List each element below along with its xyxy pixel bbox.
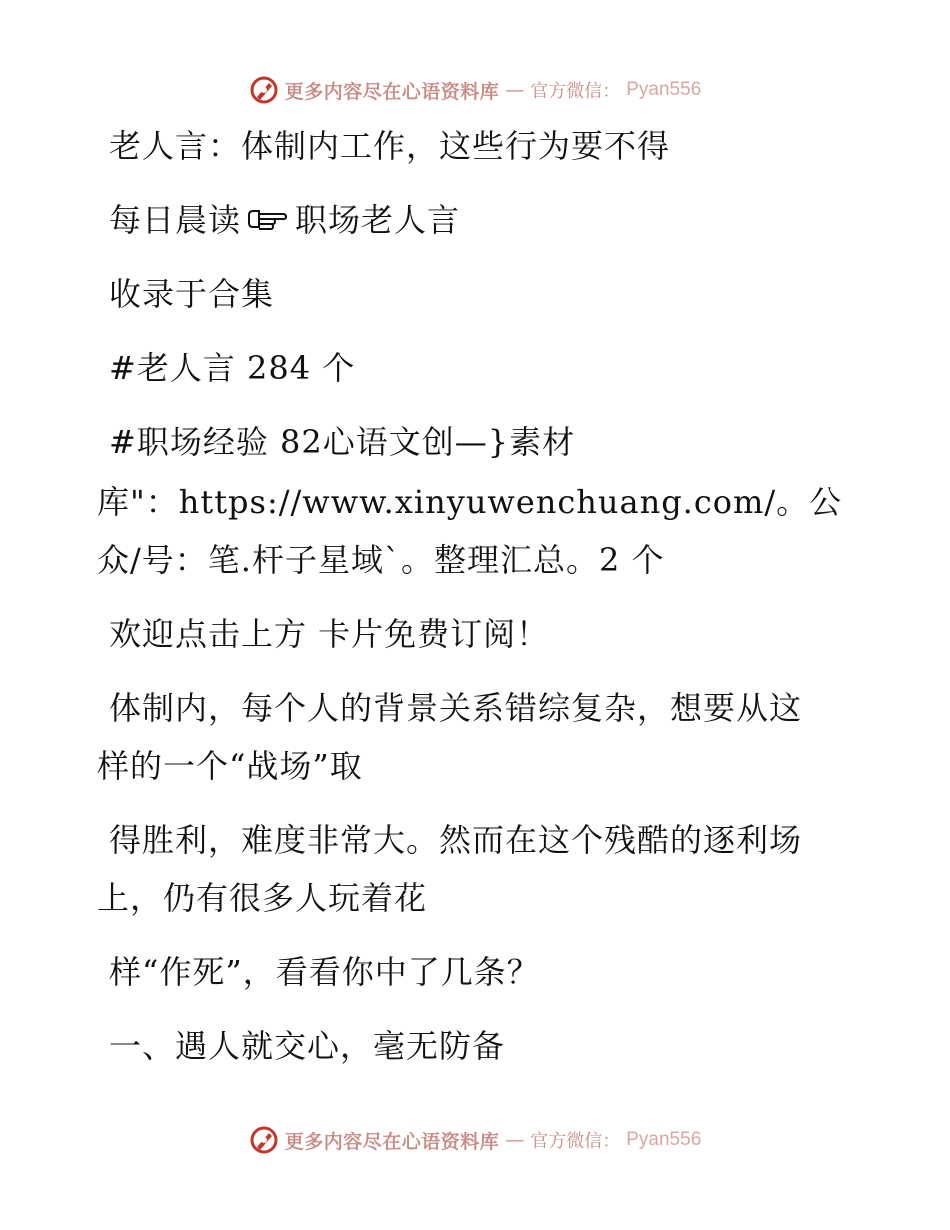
tag-zhichang-line3	[97, 540, 665, 580]
daily-prefix: 每日晨读	[109, 201, 242, 239]
tag-zhichang-line1-text: #职场经验 82心语文创—}素材	[109, 423, 576, 461]
pointing-hand-icon	[245, 205, 289, 235]
header-watermark-banner	[0, 70, 950, 110]
welcome-subscribe-text: 欢迎点击上方 卡片免费订阅！	[109, 615, 550, 653]
article-title-text: 老人言：体制内工作，这些行为要不得	[109, 127, 671, 165]
banner-text: 更多内容尽在心语资料库	[284, 1130, 500, 1153]
paragraph-1-line-1	[97, 688, 802, 728]
article-title	[97, 126, 670, 166]
tag-laorenyan-text: #老人言 284 个	[109, 349, 356, 387]
section-heading-1-text: 一、遇人就交心，毫无防备	[109, 1027, 506, 1065]
banner-wechat-id: Pyan556	[626, 79, 702, 100]
footer-watermark-banner	[0, 1120, 950, 1160]
tag-zhichang-line1[interactable]	[97, 422, 575, 462]
welcome-subscribe	[97, 614, 549, 654]
tag-zhichang-line2	[97, 482, 842, 522]
tag-laorenyan[interactable]	[97, 348, 355, 388]
banner-wechat-id: Pyan556	[626, 1129, 702, 1150]
daily-suffix: 职场老人言	[295, 201, 461, 239]
paragraph-1-line-2-text: 样的一个“战场”取	[97, 747, 363, 785]
pen-seal-logo-icon	[249, 1125, 279, 1155]
banner-text: 更多内容尽在心语资料库	[284, 80, 500, 103]
paragraph-3-text: 样“作死”，看看你中了几条？	[109, 953, 540, 991]
banner-label: 官方微信：	[530, 81, 621, 102]
paragraph-2-line-2-text: 上，仍有很多人玩着花	[97, 879, 428, 917]
tag-zhichang-line3-text: 众/号：笔.杆子星域`。整理汇总。2 个	[97, 541, 665, 579]
paragraph-1-line-1-text: 体制内，每个人的背景关系错综复杂，想要从这	[109, 689, 803, 727]
tag-zhichang-line2-text: 库"：https://www.xinyuwenchuang.com/。公	[97, 483, 843, 521]
collection-label-text: 收录于合集	[109, 275, 275, 313]
collection-label	[97, 274, 274, 314]
banner-separator: —	[505, 79, 525, 101]
paragraph-2-line-2	[97, 878, 427, 918]
daily-reading-line	[97, 200, 460, 240]
paragraph-2-line-1-text: 得胜利，难度非常大。然而在这个残酷的逐利场	[109, 821, 803, 859]
banner-label: 官方微信：	[530, 1131, 621, 1152]
paragraph-2-line-1	[97, 820, 802, 860]
pen-seal-logo-icon	[249, 75, 279, 105]
paragraph-1-line-2	[97, 746, 363, 786]
section-heading-1	[97, 1026, 505, 1066]
paragraph-3	[97, 952, 540, 992]
banner-separator: —	[505, 1129, 525, 1151]
